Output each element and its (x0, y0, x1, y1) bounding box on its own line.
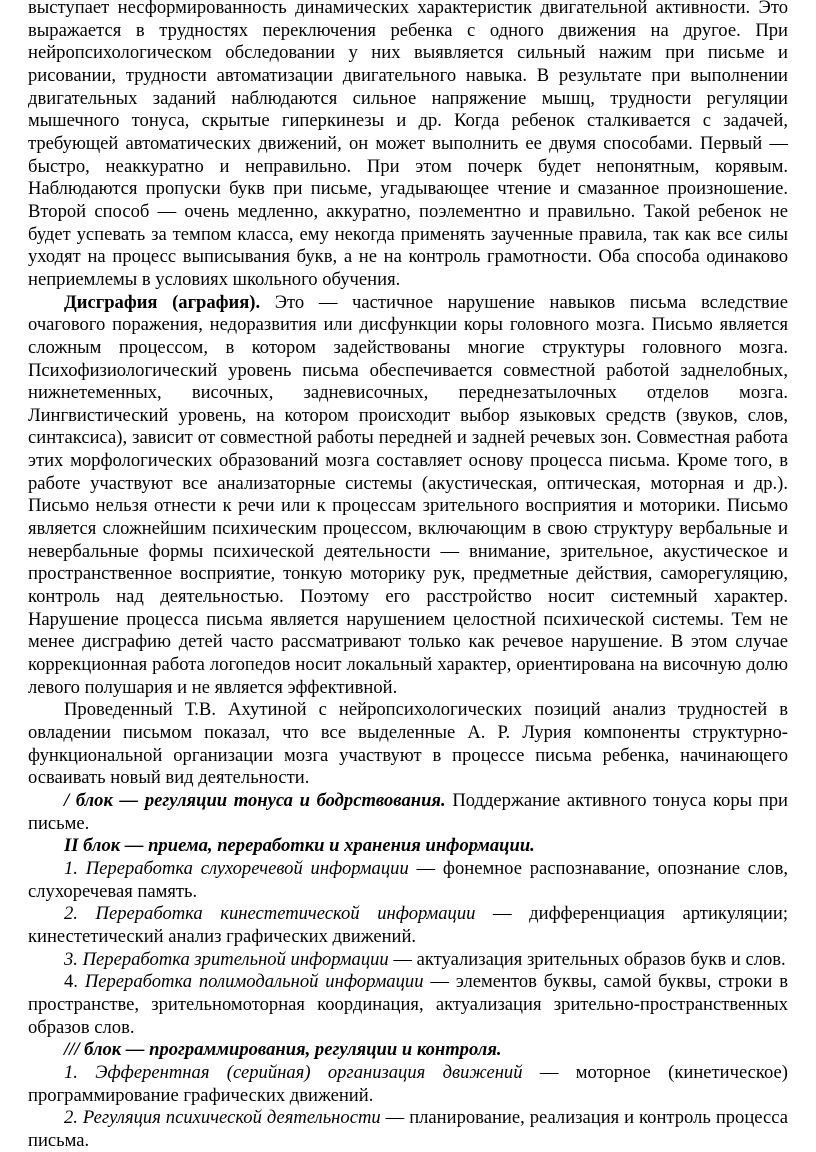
item-text: — моторное (кинетическое) программирование графических движений. (28, 1061, 788, 1106)
item-number: 4. (64, 971, 85, 993)
item-text: — дифференциация артикуляции; кинестетический анализ графических движений. (28, 903, 788, 947)
paragraph-motor-activity (28, 0, 788, 292)
block-one-heading (28, 790, 788, 835)
paragraph-text: выступает несформированность динамических характеристик двигательной активности. Это выражается в трудностях переключения ребенка с одного движения на другое. При нейропсихологическом обследовании у них выявляется сильный нажим при письме и рисовании, трудности автоматизации двигательного навыка. В результате при выполнении двигательных заданий наблюдаются сильное напряжение мышц, трудности регуляции мышечного тонуса, скрытые гиперкинезы и др. Когда ребенок сталкивается с задачей, требующей автоматических движений, он может выполнить ее двумя способами. Первый — быстро, неаккуратно и неправильно. При этом почерк будет непонятным, корявым. Наблюдаются пропуски букв при письме, угадывающее чтение и смазанное произношение. Второй способ — очень медленно, аккуратно, поэлементно и правильно. Такой ребенок не будет успевать за темпом класса, ему некогда применять заученные правила, так как все силы уходят на процесс выписывания букв, а не на контроль грамотности. Оба способа одинаково неприемлемы в условиях школьного обучения. (28, 0, 788, 290)
block-two-item-4 (28, 971, 788, 1039)
block-three-item-1 (28, 1062, 788, 1107)
block-two-item-2 (28, 903, 788, 948)
paragraph-text: Это — частичное нарушение навыков письма вследствие очагового поражения, недоразвития или дисфункции коры головного мозга. Письмо является сложным процессом, в котором задействованы многие структуры головного мозга. Психофизиологический уровень письма обеспечивается совместной работой заднелобных, нижнетеменных, височных, задневисочных, переднезатылочных отделов мозга. Лингвистический уровень, на котором происходит выбор языковых средств (звуков, слов, синтаксиса), зависит от совместной работы передней и задней речевых зон. Совместная работа этих морфологических образований мозга составляет основу процесса письма. Кроме того, в работе участвуют все анализаторные системы (акустическая, оптическая, моторная и др.). Письмо нельзя отнести к речи или к процессам зрительного восприятия и моторики. Письмо является сложнейшим психическим процессом, включающим в свою структуру вербальные и невербальные формы психической деятельности — внимание, зрительное, акустическое и пространственное восприятие, тонкую моторику рук, предметные действия, саморегуляцию, контроль над деятельностью. Поэтому его расстройство носит системный характер. Нарушение процесса письма является нарушением целостной психической системы. Тем не менее дисграфию детей часто рассматривают только как речевое нарушение. В этом случае коррекционная работа логопедов носит локальный характер, ориентирована на височную долю левого полушария и не является эффективной. (28, 291, 788, 698)
paragraph-akhutina (28, 699, 788, 790)
paragraph-text: Проведенный Т.В. Ахутиной с нейропсихологических позиций анализ трудностей в овладении письмом показал, что все выделенные А. Р. Лурия компоненты структурно-функциональной организации мозга участвуют в процессе письма ребенка, начинающего осваивать новый вид деятельности. (28, 699, 788, 789)
block-one-title: / блок — регуляции тонуса и бодрствования. (64, 789, 446, 811)
block-two-item-3 (28, 949, 788, 972)
item-text: — фонемное распознавание, опознание слов, слухоречевая память. (28, 857, 788, 902)
block-two-item-1 (28, 858, 788, 903)
block-three-heading (28, 1039, 788, 1062)
item-text: — элементов буквы, самой буквы, строки в пространстве, зрительномоторная координация, актуализация зрительно-пространственных образов слов. (28, 971, 789, 1038)
item-text: — планирование, реализация и контроль процесса письма. (28, 1107, 789, 1151)
item-title: 2. Регуляция психической деятельности (64, 1107, 381, 1129)
block-two-heading (28, 835, 788, 858)
block-three-title: /// блок — программирования, регуляции и контроля. (64, 1039, 502, 1061)
paragraph-dysgraphia (28, 292, 788, 700)
paragraph-text: Поддержание активного тонуса коры при письме. (28, 789, 788, 834)
item-title: 3. Переработка зрительной информации (64, 948, 389, 970)
item-title: 1. Переработка слухоречевой информации (64, 857, 409, 879)
item-title: Переработка полимодальной информации (84, 971, 424, 993)
block-two-title: II блок — приема, переработки и хранения информации. (64, 835, 535, 857)
document-page (28, 0, 788, 1152)
item-title: 1. Эфферентная (серийная) организация движений (64, 1061, 523, 1083)
item-text: — актуализация зрительных образов букв и слов. (388, 948, 786, 970)
item-title: 2. Переработка кинестетической информации (64, 903, 476, 925)
block-three-item-2 (28, 1107, 788, 1152)
term-dysgraphia: Дисграфия (аграфия). (64, 291, 261, 313)
